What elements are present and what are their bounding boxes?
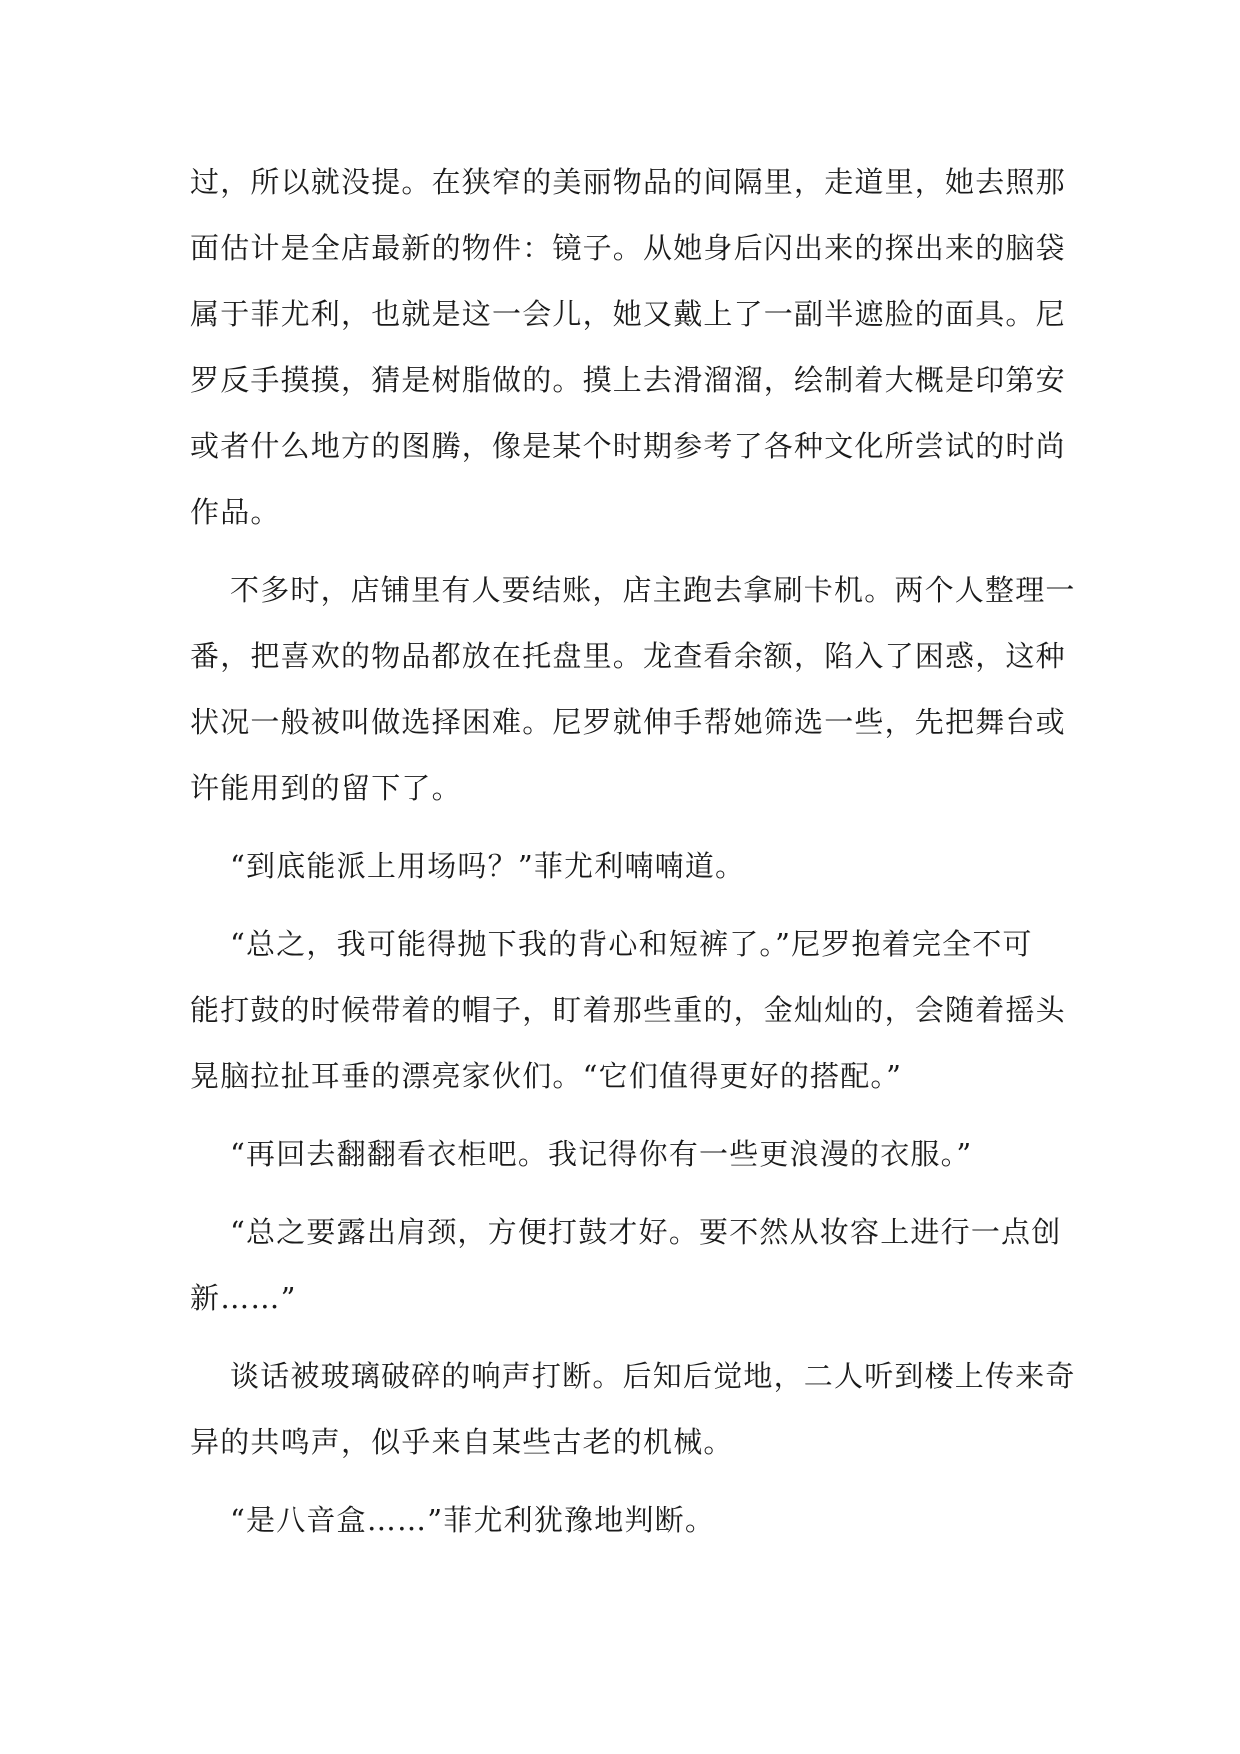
paragraph-1-line-3: 属于菲尤利，也就是这一会儿，她又戴上了一副半遮脸的面具。尼	[190, 297, 1066, 331]
paragraph-8-line-1: “是八音盒……”菲尤利犹豫地判断。	[230, 1503, 716, 1537]
paragraph-6-line-2: 新……”	[190, 1281, 297, 1315]
paragraph-5-line-1: “再回去翻翻看衣柜吧。我记得你有一些更浪漫的衣服。”	[230, 1137, 973, 1171]
paragraph-2-line-3: 状况一般被叫做选择困难。尼罗就伸手帮她筛选一些，先把舞台或	[190, 705, 1066, 739]
paragraph-2-line-2: 番，把喜欢的物品都放在托盘里。龙查看余额，陷入了困惑，这种	[190, 639, 1066, 673]
paragraph-1-line-6: 作品。	[190, 495, 281, 529]
paragraph-4-line-3: 晃脑拉扯耳垂的漂亮家伙们。“它们值得更好的搭配。”	[190, 1059, 903, 1093]
paragraph-1-line-4: 罗反手摸摸，猜是树脂做的。摸上去滑溜溜，绘制着大概是印第安	[190, 363, 1066, 397]
paragraph-2-line-1: 不多时，店铺里有人要结账，店主跑去拿刷卡机。两个人整理一	[230, 573, 1076, 607]
paragraph-6-line-1: “总之要露出肩颈，方便打鼓才好。要不然从妆容上进行一点创	[230, 1215, 1062, 1249]
paragraph-4-line-1: “总之，我可能得抛下我的背心和短裤了。”尼罗抱着完全不可	[230, 927, 1033, 961]
paragraph-1-line-5: 或者什么地方的图腾，像是某个时期参考了各种文化所尝试的时尚	[190, 429, 1066, 463]
paragraph-7-line-1: 谈话被玻璃破碎的响声打断。后知后觉地，二人听到楼上传来奇	[230, 1359, 1076, 1393]
paragraph-2-line-4: 许能用到的留下了。	[190, 771, 462, 805]
paragraph-1-line-1: 过，所以就没提。在狭窄的美丽物品的间隔里，走道里，她去照那	[190, 165, 1066, 199]
paragraph-1-line-2: 面估计是全店最新的物件：镜子。从她身后闪出来的探出来的脑袋	[190, 231, 1066, 265]
paragraph-7-line-2: 异的共鸣声，似乎来自某些古老的机械。	[190, 1425, 734, 1459]
paragraph-4-line-2: 能打鼓的时候带着的帽子，盯着那些重的，金灿灿的，会随着摇头	[190, 993, 1066, 1027]
paragraph-3-line-1: “到底能派上用场吗？”菲尤利喃喃道。	[230, 849, 746, 883]
